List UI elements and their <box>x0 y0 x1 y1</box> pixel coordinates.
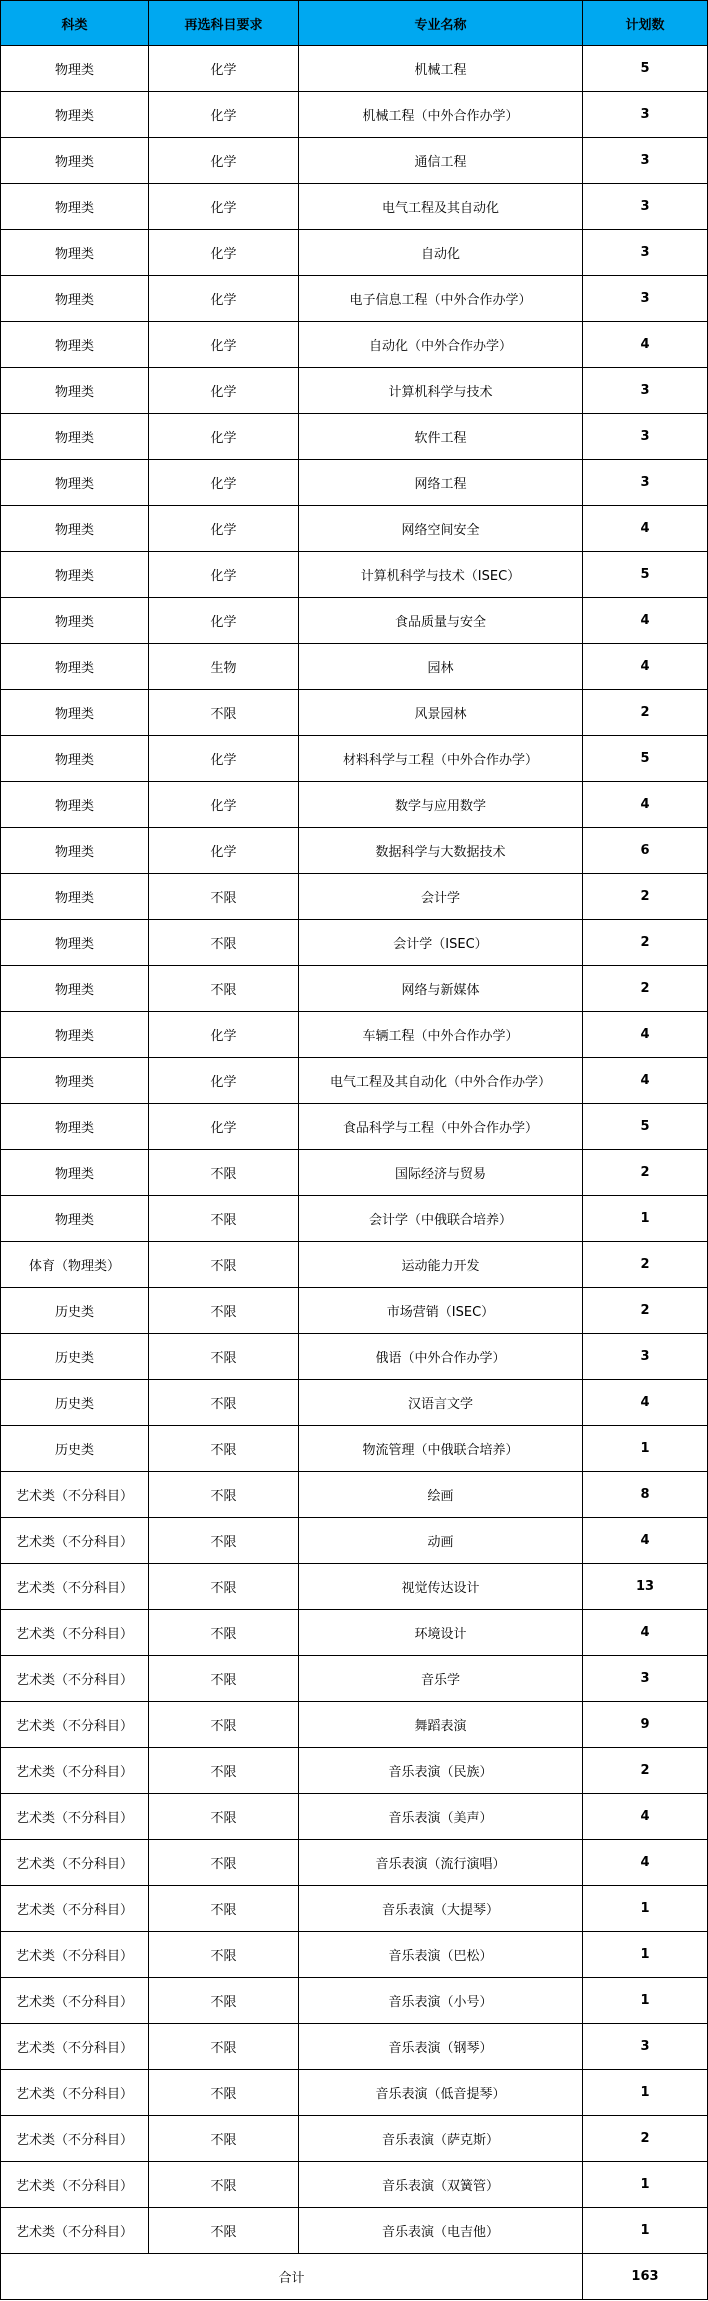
cell-category: 物理类 <box>1 230 149 276</box>
cell-major: 音乐表演（双簧管） <box>299 2162 583 2208</box>
cell-requirement: 不限 <box>149 966 299 1012</box>
cell-plan: 3 <box>583 276 708 322</box>
cell-requirement: 不限 <box>149 1334 299 1380</box>
cell-category: 物理类 <box>1 874 149 920</box>
table-row <box>1 1656 708 1702</box>
cell-requirement: 不限 <box>149 920 299 966</box>
cell-plan: 3 <box>583 2024 708 2070</box>
table-row <box>1 92 708 138</box>
table-row <box>1 552 708 598</box>
cell-plan: 4 <box>583 644 708 690</box>
table-row <box>1 644 708 690</box>
cell-major: 绘画 <box>299 1472 583 1518</box>
table-row <box>1 138 708 184</box>
cell-requirement: 不限 <box>149 1564 299 1610</box>
cell-major: 电气工程及其自动化 <box>299 184 583 230</box>
table-row <box>1 46 708 92</box>
cell-category: 艺术类（不分科目） <box>1 1886 149 1932</box>
cell-major: 音乐表演（民族） <box>299 1748 583 1794</box>
cell-plan: 4 <box>583 1058 708 1104</box>
cell-requirement: 不限 <box>149 1288 299 1334</box>
cell-plan: 1 <box>583 2070 708 2116</box>
cell-requirement: 不限 <box>149 1794 299 1840</box>
cell-major: 网络工程 <box>299 460 583 506</box>
cell-major: 俄语（中外合作办学） <box>299 1334 583 1380</box>
cell-major: 网络与新媒体 <box>299 966 583 1012</box>
cell-major: 动画 <box>299 1518 583 1564</box>
cell-plan: 1 <box>583 1886 708 1932</box>
cell-plan: 3 <box>583 414 708 460</box>
cell-requirement: 不限 <box>149 690 299 736</box>
table-row <box>1 1886 708 1932</box>
cell-category: 历史类 <box>1 1334 149 1380</box>
cell-category: 艺术类（不分科目） <box>1 2208 149 2254</box>
cell-major: 机械工程 <box>299 46 583 92</box>
cell-plan: 2 <box>583 690 708 736</box>
cell-requirement: 不限 <box>149 1610 299 1656</box>
cell-category: 艺术类（不分科目） <box>1 2070 149 2116</box>
cell-plan: 4 <box>583 1840 708 1886</box>
cell-requirement: 化学 <box>149 1012 299 1058</box>
table-row <box>1 230 708 276</box>
cell-category: 物理类 <box>1 46 149 92</box>
cell-plan: 2 <box>583 1150 708 1196</box>
cell-major: 食品质量与安全 <box>299 598 583 644</box>
cell-plan: 4 <box>583 1012 708 1058</box>
cell-plan: 3 <box>583 230 708 276</box>
cell-requirement: 化学 <box>149 552 299 598</box>
cell-requirement: 不限 <box>149 1748 299 1794</box>
cell-requirement: 化学 <box>149 138 299 184</box>
cell-plan: 4 <box>583 1794 708 1840</box>
cell-major: 物流管理（中俄联合培养） <box>299 1426 583 1472</box>
cell-requirement: 不限 <box>149 1840 299 1886</box>
cell-category: 艺术类（不分科目） <box>1 2116 149 2162</box>
cell-category: 物理类 <box>1 368 149 414</box>
cell-major: 音乐表演（流行演唱） <box>299 1840 583 1886</box>
cell-plan: 3 <box>583 92 708 138</box>
cell-major: 网络空间安全 <box>299 506 583 552</box>
table-row <box>1 1426 708 1472</box>
cell-requirement: 不限 <box>149 1886 299 1932</box>
table-row <box>1 598 708 644</box>
cell-major: 环境设计 <box>299 1610 583 1656</box>
cell-category: 物理类 <box>1 1012 149 1058</box>
cell-major: 计算机科学与技术（ISEC） <box>299 552 583 598</box>
total-label: 合计 <box>1 2254 583 2300</box>
cell-category: 艺术类（不分科目） <box>1 1932 149 1978</box>
cell-major: 数学与应用数学 <box>299 782 583 828</box>
cell-major: 车辆工程（中外合作办学） <box>299 1012 583 1058</box>
cell-requirement: 化学 <box>149 184 299 230</box>
cell-category: 艺术类（不分科目） <box>1 1656 149 1702</box>
cell-requirement: 不限 <box>149 2070 299 2116</box>
header-requirement: 再选科目要求 <box>149 1 299 46</box>
cell-category: 物理类 <box>1 138 149 184</box>
cell-plan: 5 <box>583 736 708 782</box>
table-row <box>1 1242 708 1288</box>
table-row <box>1 1058 708 1104</box>
header-category: 科类 <box>1 1 149 46</box>
cell-plan: 5 <box>583 46 708 92</box>
total-row <box>1 2254 708 2300</box>
cell-category: 艺术类（不分科目） <box>1 1472 149 1518</box>
cell-category: 历史类 <box>1 1288 149 1334</box>
table-row <box>1 1288 708 1334</box>
table-row <box>1 1748 708 1794</box>
cell-requirement: 化学 <box>149 1104 299 1150</box>
cell-plan: 2 <box>583 1288 708 1334</box>
cell-category: 艺术类（不分科目） <box>1 1610 149 1656</box>
cell-category: 物理类 <box>1 1150 149 1196</box>
table-row <box>1 1702 708 1748</box>
cell-plan: 3 <box>583 184 708 230</box>
table-row <box>1 2116 708 2162</box>
cell-category: 艺术类（不分科目） <box>1 1748 149 1794</box>
cell-requirement: 不限 <box>149 2162 299 2208</box>
cell-requirement: 不限 <box>149 1242 299 1288</box>
cell-plan: 4 <box>583 322 708 368</box>
table-row <box>1 1012 708 1058</box>
cell-major: 市场营销（ISEC） <box>299 1288 583 1334</box>
table-row <box>1 2070 708 2116</box>
cell-category: 物理类 <box>1 184 149 230</box>
cell-category: 物理类 <box>1 1058 149 1104</box>
cell-plan: 4 <box>583 598 708 644</box>
table-row <box>1 1334 708 1380</box>
cell-requirement: 化学 <box>149 46 299 92</box>
cell-category: 物理类 <box>1 1196 149 1242</box>
cell-requirement: 不限 <box>149 1656 299 1702</box>
cell-requirement: 化学 <box>149 460 299 506</box>
cell-requirement: 化学 <box>149 782 299 828</box>
cell-requirement: 不限 <box>149 2208 299 2254</box>
cell-requirement: 化学 <box>149 736 299 782</box>
cell-plan: 4 <box>583 1518 708 1564</box>
cell-plan: 3 <box>583 1334 708 1380</box>
cell-plan: 3 <box>583 460 708 506</box>
total-value: 163 <box>583 2254 708 2300</box>
table-row <box>1 782 708 828</box>
cell-requirement: 不限 <box>149 1518 299 1564</box>
cell-major: 会计学 <box>299 874 583 920</box>
cell-plan: 5 <box>583 1104 708 1150</box>
table-row <box>1 828 708 874</box>
cell-requirement: 不限 <box>149 1702 299 1748</box>
cell-plan: 4 <box>583 1380 708 1426</box>
table-row <box>1 322 708 368</box>
cell-plan: 13 <box>583 1564 708 1610</box>
cell-requirement: 不限 <box>149 2116 299 2162</box>
cell-plan: 5 <box>583 552 708 598</box>
header-plan: 计划数 <box>583 1 708 46</box>
cell-category: 物理类 <box>1 598 149 644</box>
cell-category: 物理类 <box>1 736 149 782</box>
cell-major: 通信工程 <box>299 138 583 184</box>
cell-major: 视觉传达设计 <box>299 1564 583 1610</box>
cell-major: 音乐表演（小号） <box>299 1978 583 2024</box>
cell-category: 艺术类（不分科目） <box>1 1794 149 1840</box>
cell-category: 物理类 <box>1 414 149 460</box>
cell-major: 国际经济与贸易 <box>299 1150 583 1196</box>
cell-major: 音乐表演（美声） <box>299 1794 583 1840</box>
cell-category: 物理类 <box>1 460 149 506</box>
cell-major: 电气工程及其自动化（中外合作办学） <box>299 1058 583 1104</box>
cell-category: 艺术类（不分科目） <box>1 1518 149 1564</box>
table-row <box>1 690 708 736</box>
cell-plan: 8 <box>583 1472 708 1518</box>
cell-requirement: 不限 <box>149 1196 299 1242</box>
header-row <box>1 1 708 46</box>
cell-category: 艺术类（不分科目） <box>1 1564 149 1610</box>
table-row <box>1 276 708 322</box>
cell-plan: 2 <box>583 966 708 1012</box>
cell-major: 会计学（ISEC） <box>299 920 583 966</box>
cell-plan: 1 <box>583 1426 708 1472</box>
table-row <box>1 1104 708 1150</box>
cell-plan: 2 <box>583 1748 708 1794</box>
cell-major: 自动化（中外合作办学） <box>299 322 583 368</box>
cell-major: 汉语言文学 <box>299 1380 583 1426</box>
cell-major: 音乐表演（萨克斯） <box>299 2116 583 2162</box>
cell-requirement: 生物 <box>149 644 299 690</box>
table-row <box>1 736 708 782</box>
cell-category: 艺术类（不分科目） <box>1 2024 149 2070</box>
cell-category: 历史类 <box>1 1426 149 1472</box>
table-row <box>1 368 708 414</box>
cell-requirement: 化学 <box>149 276 299 322</box>
cell-requirement: 化学 <box>149 322 299 368</box>
cell-plan: 2 <box>583 1242 708 1288</box>
cell-plan: 4 <box>583 782 708 828</box>
cell-major: 音乐表演（低音提琴） <box>299 2070 583 2116</box>
table-row <box>1 2208 708 2254</box>
cell-category: 物理类 <box>1 322 149 368</box>
table-row <box>1 506 708 552</box>
table-row <box>1 460 708 506</box>
cell-major: 电子信息工程（中外合作办学） <box>299 276 583 322</box>
cell-requirement: 化学 <box>149 368 299 414</box>
table-row <box>1 966 708 1012</box>
table-row <box>1 1196 708 1242</box>
cell-category: 艺术类（不分科目） <box>1 1840 149 1886</box>
table-body <box>1 46 708 2254</box>
cell-category: 物理类 <box>1 506 149 552</box>
cell-category: 物理类 <box>1 1104 149 1150</box>
cell-major: 园林 <box>299 644 583 690</box>
table-row <box>1 1932 708 1978</box>
cell-major: 自动化 <box>299 230 583 276</box>
cell-requirement: 化学 <box>149 414 299 460</box>
table-row <box>1 1840 708 1886</box>
cell-category: 艺术类（不分科目） <box>1 1702 149 1748</box>
cell-major: 材料科学与工程（中外合作办学） <box>299 736 583 782</box>
cell-plan: 1 <box>583 1196 708 1242</box>
table-row <box>1 1150 708 1196</box>
cell-plan: 3 <box>583 138 708 184</box>
cell-major: 风景园林 <box>299 690 583 736</box>
table-row <box>1 2162 708 2208</box>
cell-plan: 1 <box>583 2162 708 2208</box>
header-major: 专业名称 <box>299 1 583 46</box>
cell-category: 物理类 <box>1 966 149 1012</box>
cell-requirement: 化学 <box>149 230 299 276</box>
cell-requirement: 不限 <box>149 1380 299 1426</box>
cell-requirement: 不限 <box>149 1978 299 2024</box>
cell-category: 艺术类（不分科目） <box>1 2162 149 2208</box>
cell-major: 食品科学与工程（中外合作办学） <box>299 1104 583 1150</box>
cell-requirement: 化学 <box>149 598 299 644</box>
table-row <box>1 184 708 230</box>
cell-plan: 4 <box>583 1610 708 1656</box>
cell-requirement: 不限 <box>149 1426 299 1472</box>
cell-requirement: 不限 <box>149 1932 299 1978</box>
table-row <box>1 920 708 966</box>
cell-category: 物理类 <box>1 644 149 690</box>
cell-major: 音乐表演（大提琴） <box>299 1886 583 1932</box>
cell-major: 音乐表演（巴松） <box>299 1932 583 1978</box>
cell-major: 计算机科学与技术 <box>299 368 583 414</box>
cell-category: 艺术类（不分科目） <box>1 1978 149 2024</box>
cell-major: 软件工程 <box>299 414 583 460</box>
cell-requirement: 化学 <box>149 828 299 874</box>
table-row <box>1 1518 708 1564</box>
cell-requirement: 不限 <box>149 2024 299 2070</box>
table-row <box>1 1380 708 1426</box>
cell-major: 运动能力开发 <box>299 1242 583 1288</box>
cell-category: 物理类 <box>1 92 149 138</box>
cell-major: 会计学（中俄联合培养） <box>299 1196 583 1242</box>
cell-major: 机械工程（中外合作办学） <box>299 92 583 138</box>
cell-plan: 2 <box>583 2116 708 2162</box>
cell-plan: 3 <box>583 368 708 414</box>
cell-requirement: 化学 <box>149 506 299 552</box>
cell-requirement: 不限 <box>149 874 299 920</box>
cell-category: 历史类 <box>1 1380 149 1426</box>
cell-requirement: 不限 <box>149 1150 299 1196</box>
cell-plan: 2 <box>583 920 708 966</box>
table-row <box>1 2024 708 2070</box>
cell-major: 舞蹈表演 <box>299 1702 583 1748</box>
cell-requirement: 化学 <box>149 1058 299 1104</box>
cell-plan: 3 <box>583 1656 708 1702</box>
table-row <box>1 1794 708 1840</box>
cell-category: 物理类 <box>1 690 149 736</box>
cell-plan: 2 <box>583 874 708 920</box>
cell-requirement: 不限 <box>149 1472 299 1518</box>
cell-major: 数据科学与大数据技术 <box>299 828 583 874</box>
cell-requirement: 化学 <box>149 92 299 138</box>
table-row <box>1 1610 708 1656</box>
table-row <box>1 1564 708 1610</box>
cell-plan: 1 <box>583 1978 708 2024</box>
cell-plan: 6 <box>583 828 708 874</box>
cell-category: 物理类 <box>1 276 149 322</box>
cell-plan: 9 <box>583 1702 708 1748</box>
cell-major: 音乐学 <box>299 1656 583 1702</box>
cell-plan: 4 <box>583 506 708 552</box>
table-row <box>1 1978 708 2024</box>
table-row <box>1 414 708 460</box>
cell-category: 物理类 <box>1 552 149 598</box>
cell-category: 物理类 <box>1 782 149 828</box>
table-row <box>1 874 708 920</box>
cell-plan: 1 <box>583 2208 708 2254</box>
cell-category: 物理类 <box>1 920 149 966</box>
cell-major: 音乐表演（电吉他） <box>299 2208 583 2254</box>
cell-category: 体育（物理类） <box>1 1242 149 1288</box>
cell-major: 音乐表演（钢琴） <box>299 2024 583 2070</box>
cell-plan: 1 <box>583 1932 708 1978</box>
table-row <box>1 1472 708 1518</box>
cell-category: 物理类 <box>1 828 149 874</box>
